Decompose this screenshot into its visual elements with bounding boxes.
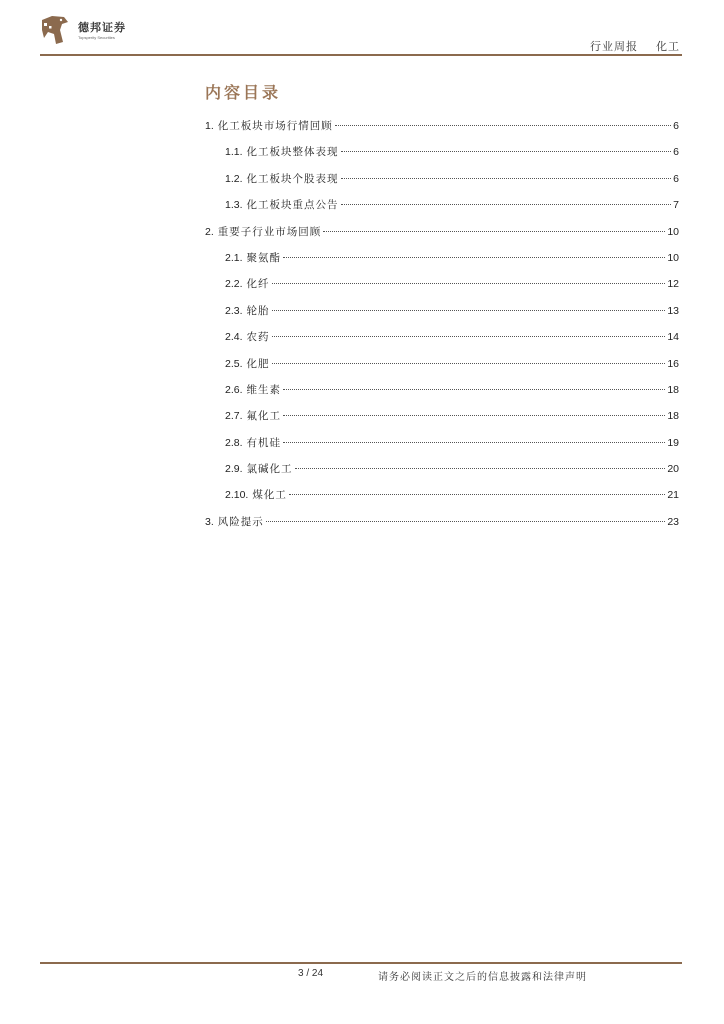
toc-entry-number: 2.8. — [225, 436, 243, 449]
toc-entry-title: 维生素 — [246, 383, 282, 396]
toc-entry-page: 20 — [667, 463, 679, 476]
toc-entry-number: 1.3. — [225, 199, 243, 212]
toc-entry-title: 化纤 — [246, 278, 270, 291]
toc-entry-number: 1.2. — [225, 172, 243, 185]
toc-leader-dots — [283, 415, 665, 416]
toc-entry-number: 3. — [205, 515, 214, 528]
toc-leader-dots — [272, 336, 666, 337]
toc-entry-title: 化工板块整体表现 — [246, 146, 339, 159]
toc-leader-dots — [283, 442, 665, 443]
footer-divider — [40, 962, 682, 964]
toc-leader-dots — [272, 283, 666, 284]
toc-entry[interactable] — [205, 276, 679, 302]
toc-entry-page: 23 — [667, 515, 679, 528]
toc-entry-page: 6 — [673, 120, 679, 132]
logo-name-en: Topsperity Securities — [78, 35, 115, 40]
toc-leader-dots — [341, 178, 672, 179]
toc-entry-page: 10 — [667, 251, 679, 264]
industry-label: 化工 — [656, 40, 680, 53]
toc-leader-dots — [323, 231, 665, 232]
toc-entry[interactable] — [205, 435, 679, 461]
toc-entry-number: 2.4. — [225, 331, 243, 344]
toc-leader-dots — [289, 494, 665, 495]
toc-entry-number: 2.6. — [225, 383, 243, 396]
toc-entry[interactable] — [205, 197, 679, 223]
toc-entry-number: 2.3. — [225, 304, 243, 317]
header-meta — [590, 38, 680, 54]
toc-entry-number: 2.1. — [225, 251, 243, 264]
toc-entry-number: 2.2. — [225, 278, 243, 291]
footer-disclaimer: 请务必阅读正文之后的信息披露和法律声明 — [378, 972, 587, 983]
toc-leader-dots — [341, 151, 672, 152]
toc-entry-page: 6 — [673, 172, 679, 185]
toc-entry-title: 有机硅 — [246, 436, 282, 449]
toc-leader-dots — [295, 468, 666, 469]
toc-entry-page: 6 — [673, 146, 679, 159]
toc-entry[interactable] — [205, 224, 679, 250]
toc-entry-page: 7 — [673, 199, 679, 212]
toc-entry-title: 风险提示 — [217, 515, 264, 528]
toc-entry-title: 化工板块重点公告 — [246, 199, 339, 212]
toc-entry[interactable] — [205, 356, 679, 382]
toc-entry-title: 轮胎 — [246, 304, 270, 317]
toc-entry[interactable] — [205, 382, 679, 408]
toc-leader-dots — [283, 257, 665, 258]
toc-entry-number: 1.1. — [225, 146, 243, 159]
toc-entry[interactable] — [205, 250, 679, 276]
toc-leader-dots — [283, 389, 665, 390]
toc-entry[interactable] — [205, 303, 679, 329]
toc-entry-page: 10 — [667, 225, 679, 238]
logo-name-cn: 德邦证券 — [78, 21, 126, 34]
toc-entry[interactable] — [205, 171, 679, 197]
logo-mark-icon — [40, 14, 70, 46]
table-of-contents — [205, 118, 679, 540]
toc-entry-title: 农药 — [246, 331, 270, 344]
toc-leader-dots — [272, 363, 666, 364]
toc-entry-number: 2.7. — [225, 410, 243, 423]
toc-entry-number: 2. — [205, 225, 214, 238]
toc-entry-page: 13 — [667, 304, 679, 317]
toc-entry[interactable] — [205, 408, 679, 434]
toc-entry-page: 12 — [667, 278, 679, 291]
toc-entry-number: 2.10. — [225, 489, 249, 502]
toc-entry-title: 化肥 — [246, 357, 270, 370]
toc-entry[interactable] — [205, 144, 679, 170]
toc-entry-title: 煤化工 — [252, 489, 287, 502]
toc-entry-page: 18 — [667, 410, 679, 423]
toc-entry-number: 1. — [205, 120, 214, 132]
toc-entry-title: 聚氨酯 — [246, 251, 282, 264]
page-indicator: 3 / 24 — [298, 968, 324, 979]
toc-leader-dots — [341, 204, 672, 205]
toc-leader-dots — [266, 521, 666, 522]
toc-entry-title: 氟化工 — [246, 410, 282, 423]
toc-entry[interactable] — [205, 461, 679, 487]
toc-entry-page: 19 — [667, 436, 679, 449]
toc-entry-number: 2.5. — [225, 357, 243, 370]
toc-entry-title: 化工板块市场行情回顾 — [217, 120, 333, 132]
toc-entry[interactable] — [205, 329, 679, 355]
header-divider — [40, 54, 682, 56]
toc-entry-page: 21 — [667, 489, 679, 502]
toc-leader-dots — [272, 310, 666, 311]
toc-entry-page: 16 — [667, 357, 679, 370]
company-logo — [40, 14, 140, 48]
toc-entry-title: 化工板块个股表现 — [246, 172, 339, 185]
toc-entry-title: 氯碱化工 — [246, 463, 293, 476]
toc-leader-dots — [335, 125, 671, 126]
toc-entry-page: 18 — [667, 383, 679, 396]
toc-entry-number: 2.9. — [225, 463, 243, 476]
toc-entry[interactable] — [205, 118, 679, 144]
toc-title: 内容目录 — [205, 83, 282, 102]
report-type: 行业周报 — [590, 40, 638, 53]
toc-entry-page: 14 — [667, 331, 679, 344]
toc-entry[interactable] — [205, 487, 679, 513]
toc-entry-title: 重要子行业市场回顾 — [217, 225, 322, 238]
toc-entry[interactable] — [205, 514, 679, 540]
